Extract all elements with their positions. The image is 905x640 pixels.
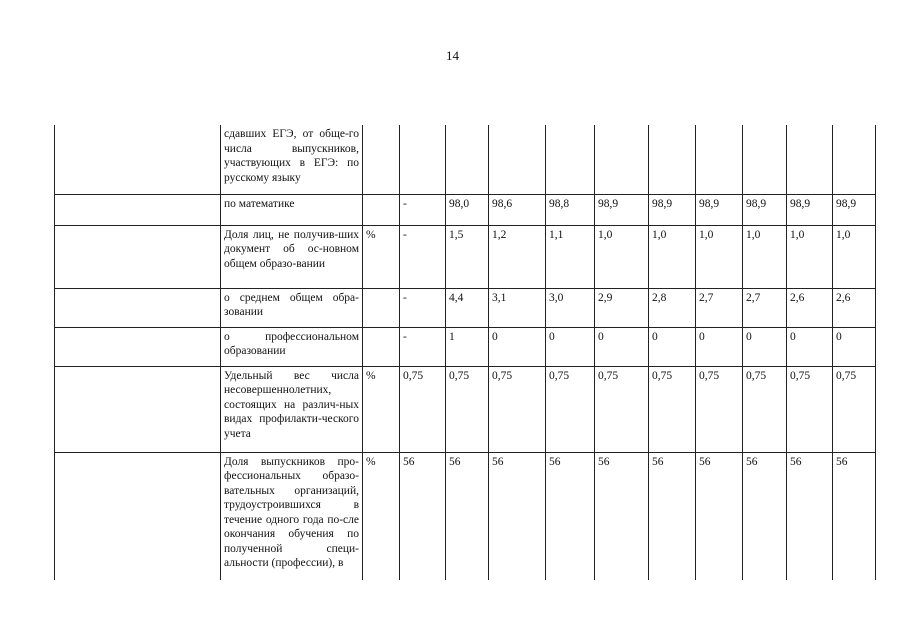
- value-cell: 98,9: [787, 194, 833, 225]
- value-cell: 1,2: [489, 225, 546, 288]
- value-cell: 1,0: [833, 225, 876, 288]
- value-cell: [446, 125, 489, 194]
- unit-cell: %: [363, 225, 400, 288]
- value-cell: 98,6: [489, 194, 546, 225]
- blank-cell: [55, 194, 221, 225]
- value-cell: 98,0: [446, 194, 489, 225]
- value-cell: 56: [833, 452, 876, 580]
- blank-cell: [55, 288, 221, 327]
- table-row: [55, 452, 876, 580]
- value-cell: 1,0: [696, 225, 743, 288]
- value-cell: 2,9: [595, 288, 649, 327]
- value-cell: 0,75: [446, 366, 489, 452]
- value-cell: 0,75: [595, 366, 649, 452]
- value-cell: 0: [489, 327, 546, 366]
- value-cell: 56: [595, 452, 649, 580]
- value-cell: 56: [489, 452, 546, 580]
- value-cell: 0: [787, 327, 833, 366]
- value-cell: 0,75: [489, 366, 546, 452]
- indicator-label: Доля выпускников про-фессиональных образо-вательных организаций, трудоустроившихся в течение одного года по-сле окончания обучения по полученной специ-альности (профессии), в: [221, 452, 363, 580]
- indicator-label: Удельный вес числа несовершеннолетних, состоящих на различ-ных видах профилакти-ческого учета: [221, 366, 363, 452]
- value-cell: 3,1: [489, 288, 546, 327]
- table-row: [55, 225, 876, 288]
- value-cell: 0,75: [546, 366, 595, 452]
- value-cell: 1,0: [743, 225, 787, 288]
- value-cell: -: [400, 225, 446, 288]
- value-cell: 56: [696, 452, 743, 580]
- value-cell: 56: [400, 452, 446, 580]
- value-cell: 0,75: [833, 366, 876, 452]
- indicator-label: о профессиональном образовании: [221, 327, 363, 366]
- value-cell: 4,4: [446, 288, 489, 327]
- value-cell: 1,0: [649, 225, 696, 288]
- value-cell: 2,7: [743, 288, 787, 327]
- blank-cell: [55, 366, 221, 452]
- value-cell: 0: [546, 327, 595, 366]
- value-cell: 56: [649, 452, 696, 580]
- unit-cell: %: [363, 452, 400, 580]
- value-cell: 2,6: [833, 288, 876, 327]
- value-cell: 56: [743, 452, 787, 580]
- value-cell: 0: [833, 327, 876, 366]
- value-cell: [833, 125, 876, 194]
- blank-cell: [55, 452, 221, 580]
- value-cell: 3,0: [546, 288, 595, 327]
- value-cell: 98,8: [546, 194, 595, 225]
- value-cell: -: [400, 288, 446, 327]
- value-cell: 98,9: [743, 194, 787, 225]
- value-cell: [489, 125, 546, 194]
- value-cell: 98,9: [696, 194, 743, 225]
- indicator-label: о среднем общем обра-зовании: [221, 288, 363, 327]
- unit-cell: [363, 288, 400, 327]
- value-cell: [595, 125, 649, 194]
- value-cell: 98,9: [833, 194, 876, 225]
- value-cell: [787, 125, 833, 194]
- value-cell: 0,75: [649, 366, 696, 452]
- value-cell: -: [400, 327, 446, 366]
- value-cell: 0,75: [787, 366, 833, 452]
- value-cell: 0,75: [743, 366, 787, 452]
- indicators-table: [54, 125, 876, 580]
- unit-cell: [363, 194, 400, 225]
- value-cell: 0: [696, 327, 743, 366]
- blank-cell: [55, 125, 221, 194]
- value-cell: 1,0: [595, 225, 649, 288]
- value-cell: 0: [743, 327, 787, 366]
- table-row: [55, 125, 876, 194]
- value-cell: 0,75: [696, 366, 743, 452]
- unit-cell: [363, 327, 400, 366]
- blank-cell: [55, 225, 221, 288]
- value-cell: 1: [446, 327, 489, 366]
- table-row: [55, 194, 876, 225]
- value-cell: -: [400, 194, 446, 225]
- value-cell: [649, 125, 696, 194]
- value-cell: 0: [649, 327, 696, 366]
- value-cell: 2,8: [649, 288, 696, 327]
- value-cell: 56: [546, 452, 595, 580]
- unit-cell: %: [363, 366, 400, 452]
- value-cell: 1,5: [446, 225, 489, 288]
- value-cell: [696, 125, 743, 194]
- value-cell: 2,6: [787, 288, 833, 327]
- value-cell: 98,9: [649, 194, 696, 225]
- indicator-label: Доля лиц, не получив-ших документ об ос-новном общем образо-вании: [221, 225, 363, 288]
- blank-cell: [55, 327, 221, 366]
- unit-cell: [363, 125, 400, 194]
- value-cell: [743, 125, 787, 194]
- value-cell: 2,7: [696, 288, 743, 327]
- value-cell: 56: [787, 452, 833, 580]
- table-row: [55, 327, 876, 366]
- value-cell: 0,75: [400, 366, 446, 452]
- value-cell: 1,0: [787, 225, 833, 288]
- value-cell: 1,1: [546, 225, 595, 288]
- indicator-label: сдавших ЕГЭ, от обще-го числа выпускников, участвующих в ЕГЭ: по русскому языку: [221, 125, 363, 194]
- value-cell: [400, 125, 446, 194]
- indicator-label: по математике: [221, 194, 363, 225]
- value-cell: [546, 125, 595, 194]
- value-cell: 0: [595, 327, 649, 366]
- table-row: [55, 366, 876, 452]
- table-row: [55, 288, 876, 327]
- page-number: 14: [446, 48, 459, 63]
- value-cell: 98,9: [595, 194, 649, 225]
- value-cell: 56: [446, 452, 489, 580]
